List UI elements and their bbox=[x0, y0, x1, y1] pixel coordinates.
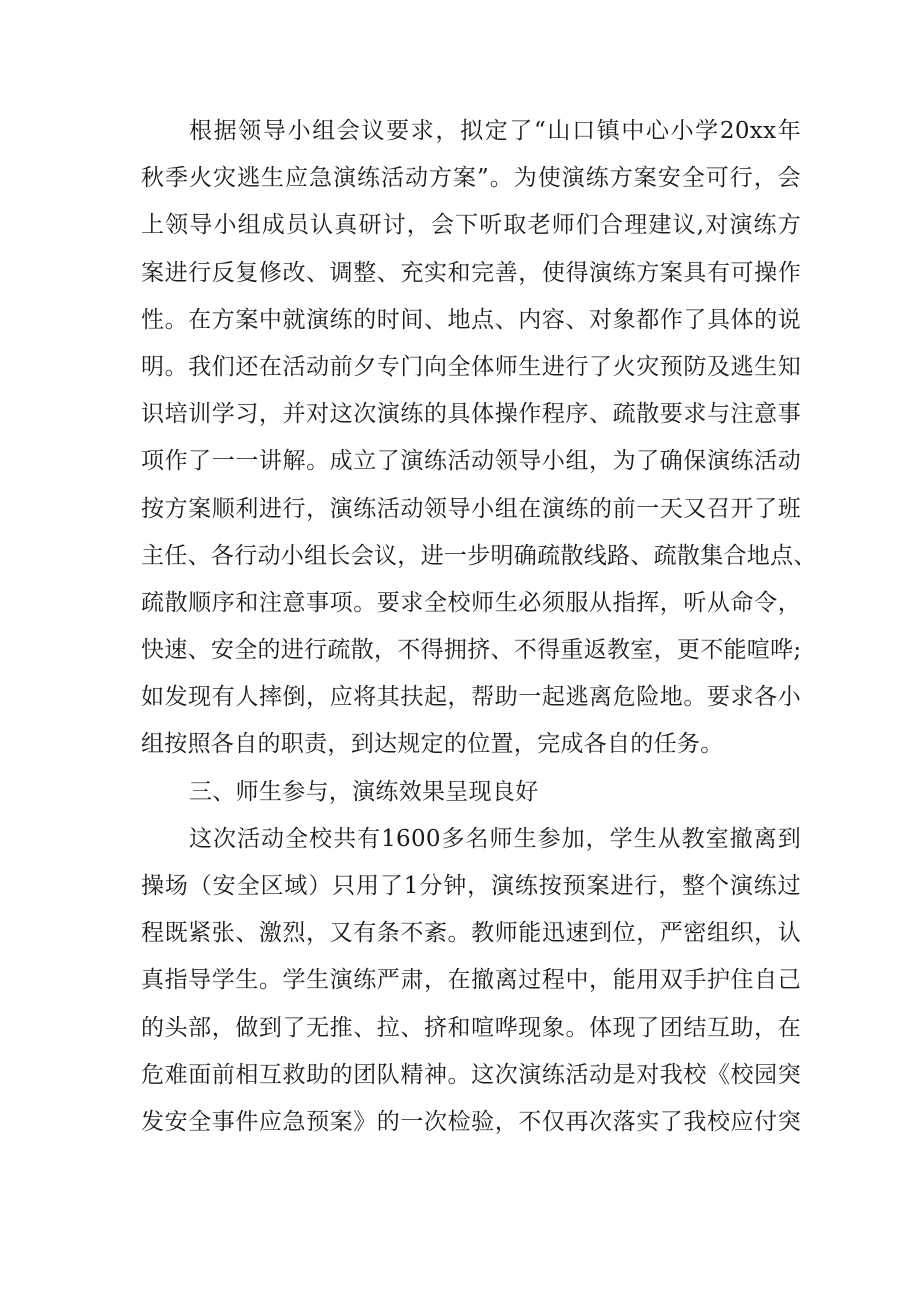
paragraph-line: 主任、各行动小组长会议，进一步明确疏散线路、疏散集合地点、 bbox=[141, 542, 817, 569]
paragraph-line: 上领导小组成员认真研讨，会下听取老师们合理建议,对演练方 bbox=[141, 212, 801, 239]
document-body bbox=[141, 108, 817, 1146]
paragraph-line: 明。我们还在活动前夕专门向全体师生进行了火灾预防及逃生知 bbox=[141, 353, 801, 380]
paragraph-line: 危难面前相互救助的团队精神。这次演练活动是对我校《校园突 bbox=[141, 1061, 801, 1088]
paragraph-line: 如发现有人摔倒，应将其扶起，帮助一起逃离危险地。要求各小 bbox=[141, 684, 801, 711]
paragraph-line: 按方案顺利进行，演练活动领导小组在演练的前一天又召开了班 bbox=[141, 495, 801, 522]
paragraph-line: 操场（安全区域）只用了1分钟，演练按预案进行，整个演练过 bbox=[141, 873, 801, 899]
paragraph-line: 案进行反复修改、调整、充实和完善，使得演练方案具有可操作 bbox=[141, 259, 801, 286]
paragraph-line: 程既紧张、激烈，又有条不紊。教师能迅速到位，严密组织，认 bbox=[141, 920, 801, 947]
paragraph-line: 性。在方案中就演练的时间、地点、内容、对象都作了具体的说 bbox=[141, 306, 801, 333]
paragraph-line: 的头部，做到了无推、拉、挤和喧哗现象。体现了团结互助，在 bbox=[141, 1014, 801, 1041]
paragraph-line: 这次活动全校共有1600多名师生参加，学生从教室撤离到 bbox=[189, 825, 801, 852]
paragraph-line: 疏散顺序和注意事项。要求全校师生必须服从指挥，听从命令， bbox=[141, 589, 801, 616]
paragraph-line: 快速、安全的进行疏散，不得拥挤、不得重返教室，更不能喧哗; bbox=[141, 637, 802, 664]
paragraph-line: 发安全事件应急预案》的一次检验，不仅再次落实了我校应付突 bbox=[141, 1108, 801, 1135]
paragraph-line: 秋季火灾逃生应急演练活动方案”。为使演练方案安全可行，会 bbox=[141, 165, 801, 192]
paragraph-line: 识培训学习，并对这次演练的具体操作程序、疏散要求与注意事 bbox=[141, 401, 801, 428]
paragraph-line: 组按照各自的职责，到达规定的位置，完成各自的任务。 bbox=[141, 731, 724, 758]
paragraph-line: 真指导学生。学生演练严肃，在撤离过程中，能用双手护住自己 bbox=[141, 967, 801, 994]
paragraph-line: 根据领导小组会议要求，拟定了“山口镇中心小学20xx年 bbox=[189, 118, 801, 144]
section-heading: 三、师生参与，演练效果呈现良好 bbox=[189, 778, 539, 805]
paragraph-line: 项作了一一讲解。成立了演练活动领导小组，为了确保演练活动 bbox=[141, 448, 801, 475]
